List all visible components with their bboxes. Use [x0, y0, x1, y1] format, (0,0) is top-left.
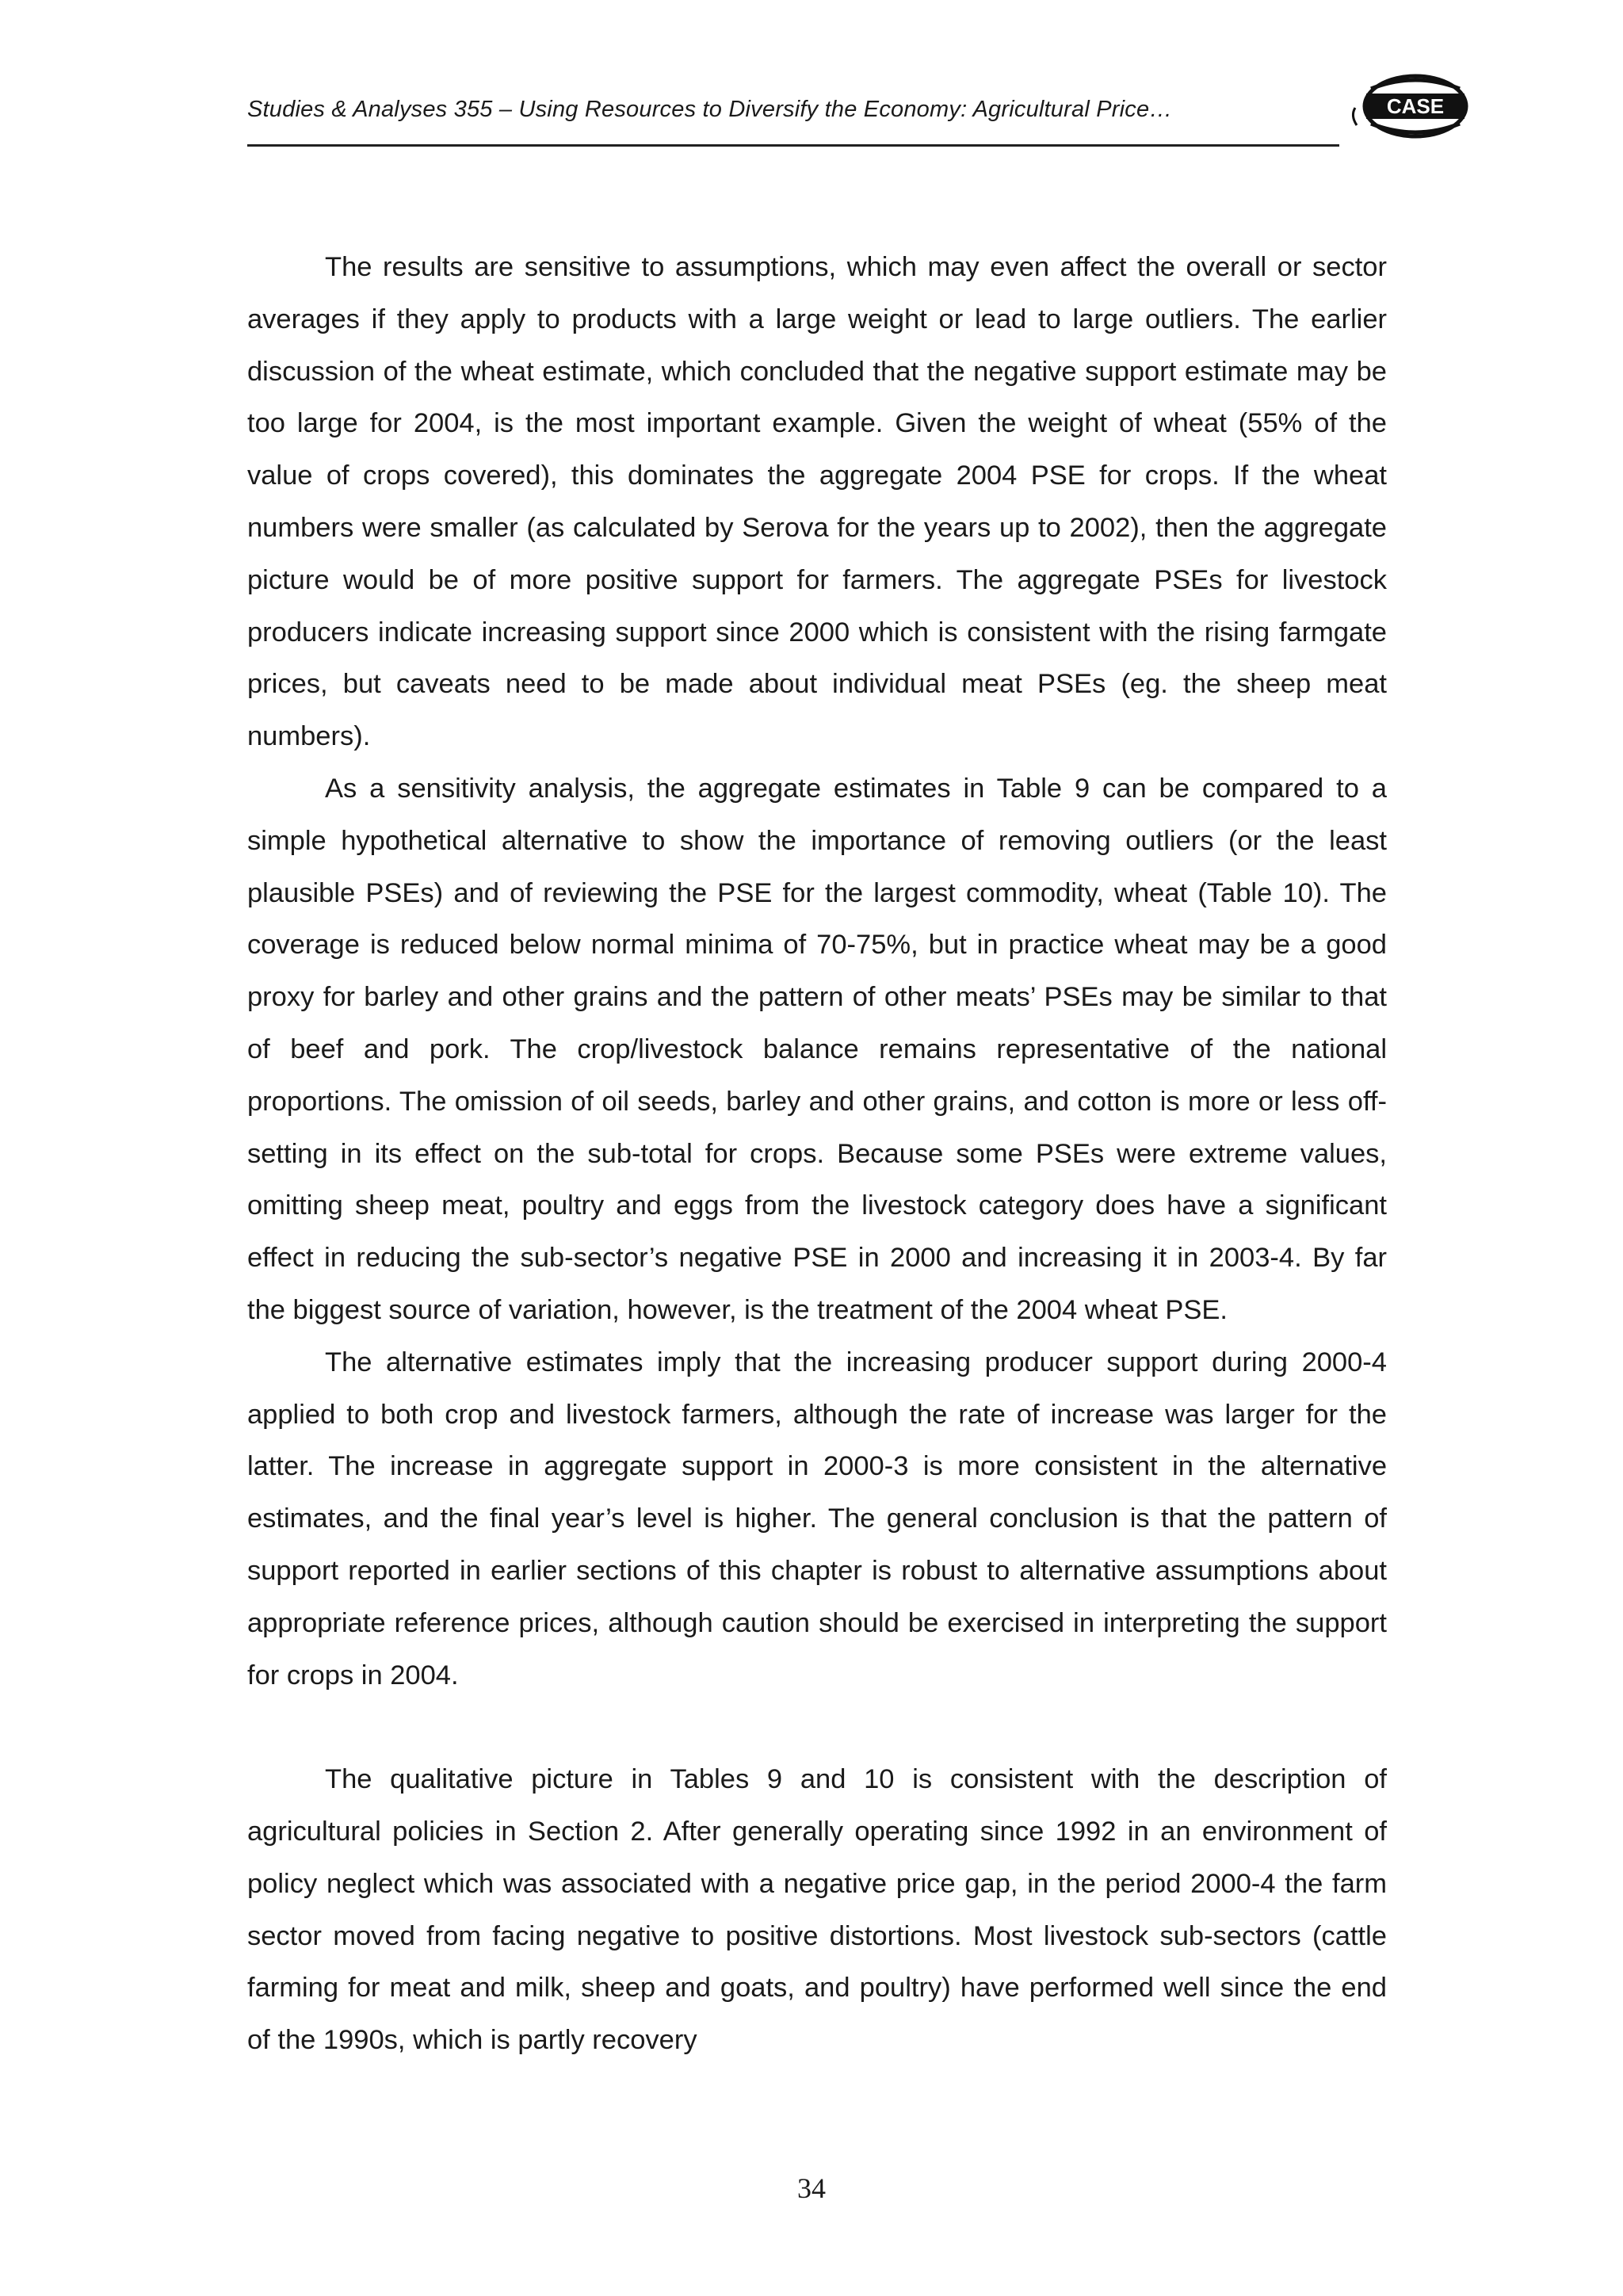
paragraph-3: The alternative estimates imply that the increasing producer support during 2000-4 applied to both crop and livestock farmers, although the rate of increase was larger for the latter. The increase in aggregate support in 2000-3 is more consistent in the alternative estimates, and the final year’s level is higher. The general conclusion is that the pattern of support reported in earlier sections of this chapter is robust to alternative assumptions about appropriate reference prices, although caution should be exercised in interpreting the support for crops in 2004. [247, 1347, 1387, 1690]
case-logo-text: CASE [1386, 94, 1445, 118]
page-number: 34 [797, 2172, 826, 2204]
case-logo [1347, 70, 1474, 149]
running-header [247, 76, 1341, 147]
header-rule [247, 144, 1339, 147]
paragraph-4: The qualitative picture in Tables 9 and 10 is consistent with the description of agricultural policies in Section 2. After generally operating since 1992 in an environment of policy neglect which was associated with a negative price gap, in the period 2000-4 the farm sector moved from facing negative to positive distortions. Most livestock sub-sectors (cattle farming for meat and milk, sheep and goats, and poultry) have performed well since the end of the 1990s, which is partly recovery [247, 1764, 1387, 2056]
case-logo-icon [1347, 70, 1474, 149]
body-text [247, 242, 1387, 2067]
paragraph-1: The results are sensitive to assumptions, which may even affect the overall or sector averages if they apply to products with a large weight or lead to large outliers. The earlier discussion of the wheat estimate, which concluded that the negative support estimate may be too large for 2004, is the most important example. Given the weight of wheat (55% of the value of crops covered), this dominates the aggregate 2004 PSE for crops. If the wheat numbers were smaller (as calculated by Serova for the years up to 2002), then the aggregate picture would be of more positive support for farmers. The aggregate PSEs for livestock producers indicate increasing support since 2000 which is consistent with the rising farmgate prices, but caveats need to be made about individual meat PSEs (eg. the sheep meat numbers). [247, 252, 1387, 752]
running-header-title: Studies & Analyses 355 – Using Resources to Diversify the Economy: Agricultural Price… [247, 97, 1173, 122]
paragraph-2: As a sensitivity analysis, the aggregate estimates in Table 9 can be compared to a simple hypothetical alternative to show the importance of removing outliers (or the least plausible PSEs) and of reviewing the PSE for the largest commodity, wheat (Table 10). The coverage is reduced below normal minima of 70-75%, but in practice wheat may be a good proxy for barley and other grains and the pattern of other meats’ PSEs may be similar to that of beef and pork. The crop/livestock balance remains representative of the national proportions. The omission of oil seeds, barley and other grains, and cotton is more or less off-setting in its effect on the sub-total for crops. Because some PSEs were extreme values, omitting sheep meat, poultry and eggs from the livestock category does have a significant effect in reducing the sub-sector’s negative PSE in 2000 and increasing it in 2003-4. By far the biggest source of variation, however, is the treatment of the 2004 wheat PSE. [247, 773, 1387, 1325]
